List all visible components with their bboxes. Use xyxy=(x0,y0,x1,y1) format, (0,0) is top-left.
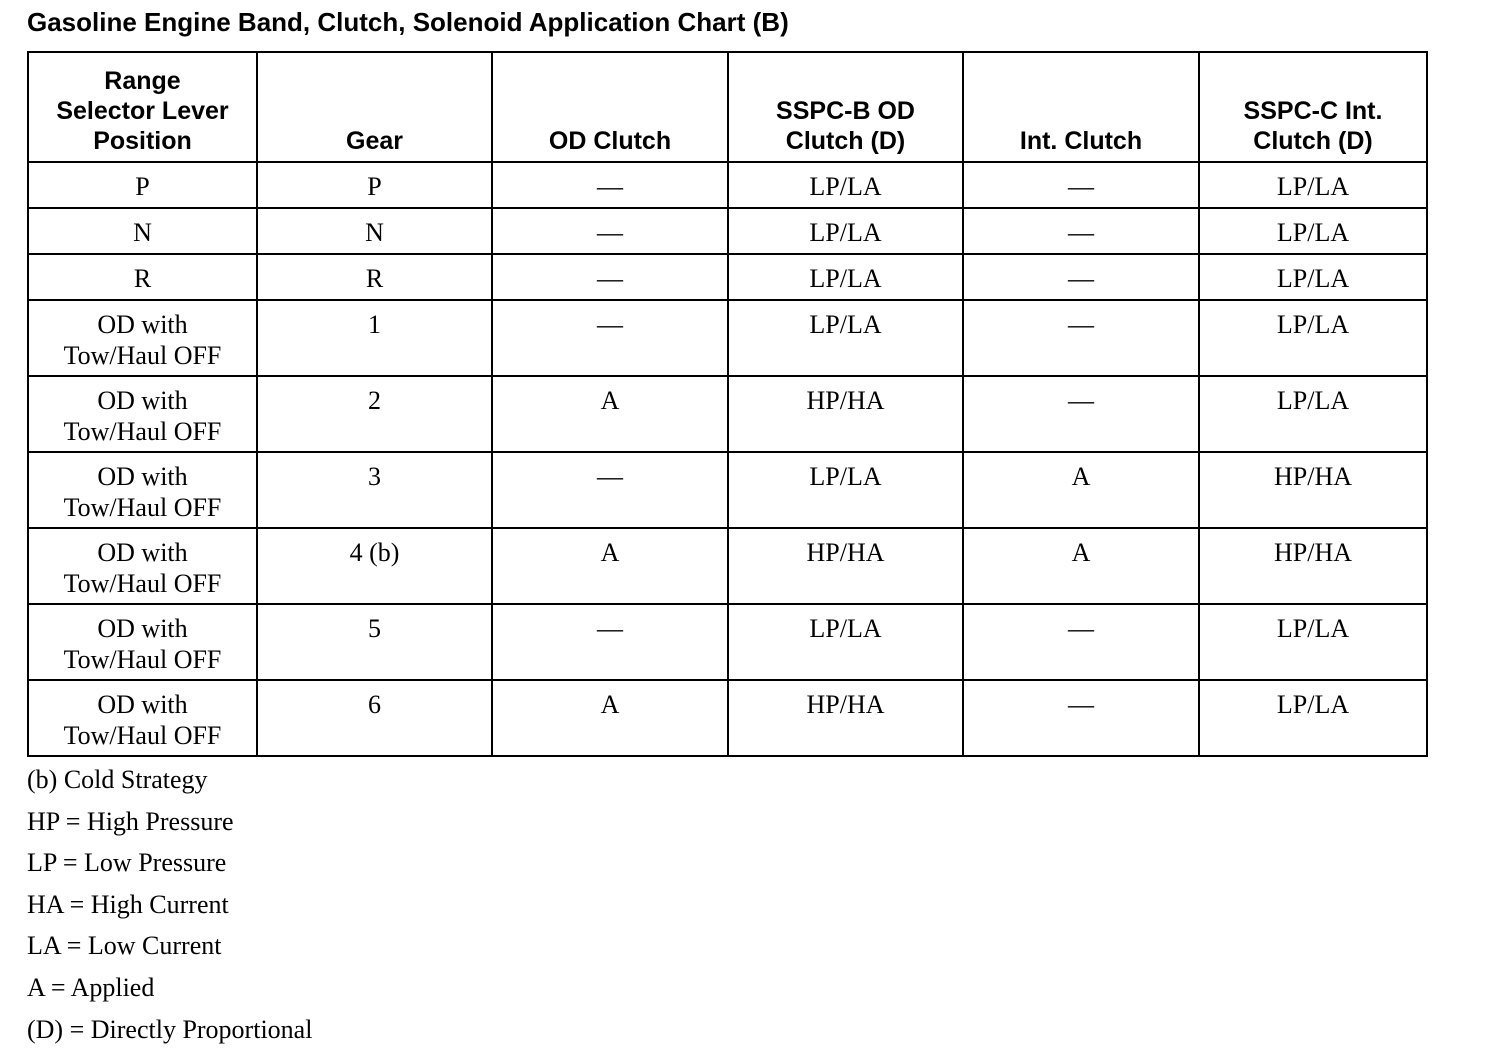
cell-text: HP/HA xyxy=(806,538,885,567)
cell-text: Tow/Haul OFF xyxy=(63,341,222,370)
cell-text: A xyxy=(600,538,620,567)
range-cell xyxy=(28,208,257,254)
int-clutch-cell xyxy=(963,528,1199,604)
table-body xyxy=(28,162,1427,756)
header-line: Clutch (D) xyxy=(1253,127,1373,155)
table-row xyxy=(28,208,1427,254)
cell-text: LP/LA xyxy=(1276,386,1350,415)
od-clutch-cell xyxy=(492,528,728,604)
cell-text: — xyxy=(597,614,623,643)
header-line: Position xyxy=(93,127,192,155)
cell-text: Tow/Haul OFF xyxy=(63,645,222,674)
header-row xyxy=(28,52,1427,162)
header-line: Gear xyxy=(346,127,403,155)
int-clutch-cell xyxy=(963,254,1199,300)
header-line: OD Clutch xyxy=(548,127,672,155)
legend-note: (D) = Directly Proportional xyxy=(27,1014,313,1044)
od-clutch-cell xyxy=(492,300,728,376)
cell-text: 4 (b) xyxy=(349,538,400,567)
header-line: SSPC-B OD xyxy=(776,97,915,125)
cell-text: 1 xyxy=(368,310,381,339)
cell-text: — xyxy=(597,462,623,491)
gear-cell xyxy=(257,254,492,300)
cell-text: — xyxy=(597,264,623,293)
table-row xyxy=(28,604,1427,680)
cell-text: OD with xyxy=(97,538,188,567)
sspc-b-cell xyxy=(728,162,963,208)
od-clutch-cell xyxy=(492,452,728,528)
legend-notes xyxy=(27,764,312,1055)
cell-text: — xyxy=(1068,310,1094,339)
cell-text: OD with xyxy=(97,386,188,415)
legend-note: A = Applied xyxy=(27,972,155,1002)
cell-text: 6 xyxy=(368,690,381,719)
cell-text: — xyxy=(1068,218,1094,247)
table-row xyxy=(28,528,1427,604)
sspc-c-cell xyxy=(1199,604,1427,680)
range-cell xyxy=(28,254,257,300)
sspc-c-cell xyxy=(1199,254,1427,300)
cell-text: HP/HA xyxy=(806,386,885,415)
gear-cell xyxy=(257,208,492,254)
sspc-c-cell xyxy=(1199,300,1427,376)
gear-cell xyxy=(257,376,492,452)
cell-text: N xyxy=(133,218,152,247)
int-clutch-cell xyxy=(963,604,1199,680)
cell-text: — xyxy=(1068,172,1094,201)
cell-text: HP/HA xyxy=(806,690,885,719)
int-clutch-cell xyxy=(963,162,1199,208)
int-clutch-cell xyxy=(963,208,1199,254)
sspc-c-cell xyxy=(1199,208,1427,254)
sspc-b-cell xyxy=(728,300,963,376)
header-int-clutch xyxy=(963,52,1199,162)
cell-text: — xyxy=(1068,690,1094,719)
cell-text: 5 xyxy=(368,614,381,643)
gear-cell xyxy=(257,452,492,528)
cell-text: Tow/Haul OFF xyxy=(63,569,222,598)
range-cell xyxy=(28,162,257,208)
od-clutch-cell xyxy=(492,680,728,756)
header-range-selector xyxy=(28,52,257,162)
cell-text: HP/HA xyxy=(1273,538,1352,567)
gear-cell xyxy=(257,162,492,208)
od-clutch-cell xyxy=(492,254,728,300)
cell-text: A xyxy=(1071,538,1091,567)
cell-text: LP/LA xyxy=(809,614,882,643)
table-row xyxy=(28,376,1427,452)
header-sspc-c-int-clutch xyxy=(1199,52,1427,162)
cell-text: — xyxy=(1068,386,1094,415)
sspc-c-cell xyxy=(1199,528,1427,604)
chart-title: Gasoline Engine Band, Clutch, Solenoid Application Chart (B) xyxy=(27,7,789,37)
cell-text: — xyxy=(597,218,623,247)
header-sspc-b-od-clutch xyxy=(728,52,963,162)
od-clutch-cell xyxy=(492,604,728,680)
header-line: Range xyxy=(104,67,181,95)
gear-cell xyxy=(257,604,492,680)
cell-text: LP/LA xyxy=(809,172,882,201)
cell-text: LP/LA xyxy=(1276,310,1350,339)
cell-text: — xyxy=(597,172,623,201)
legend-note: LA = Low Current xyxy=(27,931,222,961)
table-row xyxy=(28,680,1427,756)
cell-text: 3 xyxy=(368,462,381,491)
range-cell xyxy=(28,680,257,756)
range-cell xyxy=(28,376,257,452)
sspc-b-cell xyxy=(728,680,963,756)
range-cell xyxy=(28,300,257,376)
cell-text: — xyxy=(1068,614,1094,643)
cell-text: N xyxy=(365,218,384,247)
gear-cell xyxy=(257,680,492,756)
cell-text: LP/LA xyxy=(1276,218,1350,247)
sspc-b-cell xyxy=(728,452,963,528)
range-cell xyxy=(28,528,257,604)
header-line: Selector Lever xyxy=(56,97,229,125)
header-gear xyxy=(257,52,492,162)
cell-text: R xyxy=(365,264,384,293)
legend-note: (b) Cold Strategy xyxy=(27,765,208,794)
header-line: Int. Clutch xyxy=(1019,127,1143,155)
range-cell xyxy=(28,604,257,680)
od-clutch-cell xyxy=(492,162,728,208)
sspc-b-cell xyxy=(728,376,963,452)
header-line: Clutch (D) xyxy=(785,127,906,155)
cell-text: OD with xyxy=(97,690,188,719)
cell-text: OD with xyxy=(97,310,188,339)
cell-text: LP/LA xyxy=(809,218,882,247)
cell-text: OD with xyxy=(97,614,188,643)
cell-text: A xyxy=(600,386,620,415)
table-row xyxy=(28,162,1427,208)
table-row xyxy=(28,452,1427,528)
table-row xyxy=(28,300,1427,376)
range-cell xyxy=(28,452,257,528)
cell-text: LP/LA xyxy=(809,264,882,293)
gear-cell xyxy=(257,300,492,376)
od-clutch-cell xyxy=(492,208,728,254)
sspc-b-cell xyxy=(728,604,963,680)
cell-text: LP/LA xyxy=(809,462,882,491)
cell-text: Tow/Haul OFF xyxy=(63,493,222,522)
cell-text: 2 xyxy=(368,386,381,415)
gear-cell xyxy=(257,528,492,604)
cell-text: LP/LA xyxy=(809,310,882,339)
cell-text: R xyxy=(133,264,152,293)
cell-text: A xyxy=(1071,462,1091,491)
cell-text: LP/LA xyxy=(1276,690,1350,719)
cell-text: HP/HA xyxy=(1273,462,1352,491)
legend-note: LP = Low Pressure xyxy=(27,848,227,878)
legend-note: HP = High Pressure xyxy=(27,806,234,836)
cell-text: — xyxy=(597,310,623,339)
sspc-c-cell xyxy=(1199,376,1427,452)
sspc-b-cell xyxy=(728,254,963,300)
sspc-c-cell xyxy=(1199,680,1427,756)
cell-text: LP/LA xyxy=(1276,264,1350,293)
application-chart-table xyxy=(27,51,1428,757)
cell-text: LP/LA xyxy=(1276,172,1350,201)
header-od-clutch xyxy=(492,52,728,162)
cell-text: P xyxy=(135,172,150,201)
sspc-c-cell xyxy=(1199,452,1427,528)
sspc-b-cell xyxy=(728,208,963,254)
int-clutch-cell xyxy=(963,680,1199,756)
cell-text: A xyxy=(600,690,620,719)
sspc-c-cell xyxy=(1199,162,1427,208)
table-row xyxy=(28,254,1427,300)
cell-text: OD with xyxy=(97,462,188,491)
legend-note: HA = High Current xyxy=(27,889,229,919)
cell-text: Tow/Haul OFF xyxy=(63,417,222,446)
int-clutch-cell xyxy=(963,452,1199,528)
cell-text: Tow/Haul OFF xyxy=(63,721,222,750)
od-clutch-cell xyxy=(492,376,728,452)
sspc-b-cell xyxy=(728,528,963,604)
header-line: SSPC-C Int. xyxy=(1243,97,1383,125)
int-clutch-cell xyxy=(963,376,1199,452)
cell-text: LP/LA xyxy=(1276,614,1350,643)
cell-text: P xyxy=(367,172,382,201)
cell-text: — xyxy=(1068,264,1094,293)
int-clutch-cell xyxy=(963,300,1199,376)
